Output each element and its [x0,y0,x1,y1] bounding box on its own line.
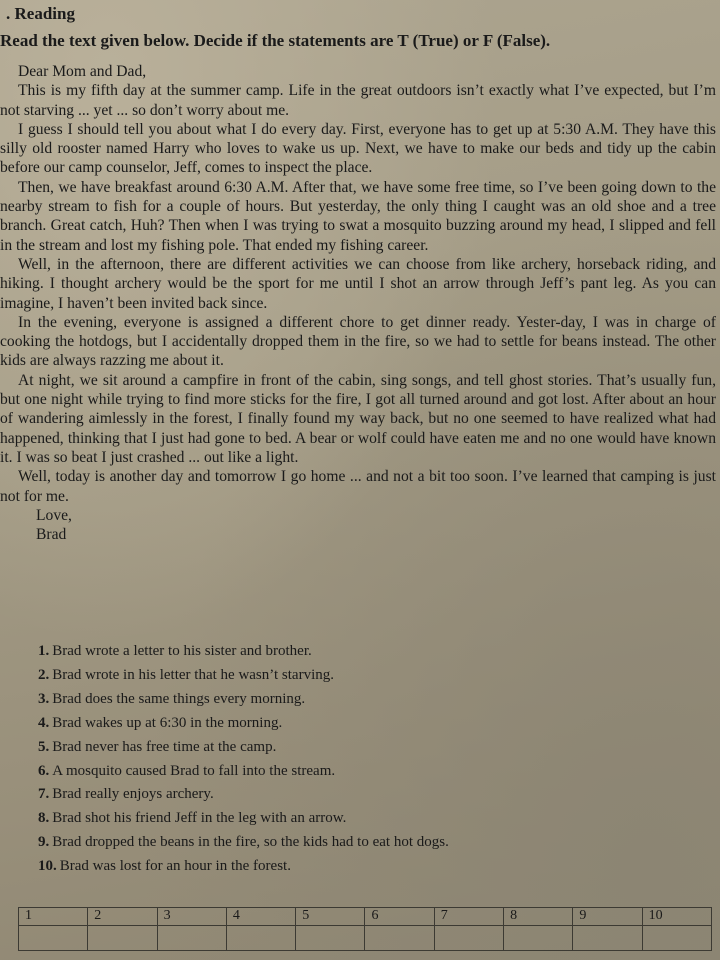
statement-number: 4. [38,714,50,731]
answer-grid-number: 4 [226,908,295,926]
letter-paragraph: Well, in the afternoon, there are different activities we can choose from like archery, horseback riding, and hiking. I thought archery would be the sport for me until I shot an arrow through Jeff’s pant leg. As you can imagine, I haven’t been invited back since. [0,255,716,312]
statement-number: 2. [38,666,50,683]
answer-cell[interactable] [226,926,295,951]
letter-paragraph: I guess I should tell you about what I do every day. First, everyone has to get up at 5:30 A.M. They have this silly old rooster named Harry who loves to wake us up. Next, we have to make our beds and tidy up the cabin before our camp counselor, Jeff, comes to inspect the place. [0,120,716,177]
statement-item [38,664,449,688]
answer-grid-answer-row [19,926,712,951]
answer-grid-number: 6 [365,908,434,926]
answer-cell[interactable] [157,926,226,951]
answer-cell[interactable] [504,926,573,951]
answer-grid-number: 1 [19,908,88,926]
statement-item [38,807,449,831]
answer-grid-number: 9 [573,908,642,926]
letter-paragraph: At night, we sit around a campfire in front of the cabin, sing songs, and tell ghost stories. That’s usually fun, but one night while trying to find more sticks for the fire, I got all turned around and got lost. After about an hour of wandering aimlessly in the forest, I finally found my way back, but no one seemed to have realized what had happened, thinking that I just had gone to bed. A bear or wolf could have eaten me and no one would have known it. I was so beat I just crashed ... out like a light. [0,371,716,466]
answer-cell[interactable] [365,926,434,951]
answer-grid-number: 7 [434,908,503,926]
statement-number: 3. [38,690,50,707]
answer-cell[interactable] [19,926,88,951]
statement-text: Brad shot his friend Jeff in the leg with an arrow. [52,810,347,827]
answer-grid-number-row [19,908,712,926]
statement-item [38,831,449,855]
instruction-text: Read the text given below. Decide if the statements are T (True) or F (False). [0,31,551,50]
letter-body [0,62,716,544]
statement-list [38,640,449,879]
statement-text: A mosquito caused Brad to fall into the stream. [52,762,336,779]
statement-item [38,736,449,760]
answer-grid-number: 8 [504,908,573,926]
statement-text: Brad really enjoys archery. [52,786,214,803]
statement-number: 8. [38,810,50,827]
statement-text: Brad never has free time at the camp. [52,738,277,755]
statement-number: 10. [38,858,57,875]
statement-item [38,760,449,784]
statement-text: Brad was lost for an hour in the forest. [59,858,291,875]
statement-number: 5. [38,738,50,755]
letter-paragraph: Well, today is another day and tomorrow I go home ... and not a bit too soon. I’ve learned that camping is just not for me. [0,468,716,505]
statement-text: Brad does the same things every morning. [52,690,306,707]
letter-signature: Brad [36,526,67,544]
statement-item [38,688,449,712]
statement-text: Brad wrote in his letter that he wasn’t starving. [52,666,334,683]
letter-paragraph: This is my fifth day at the summer camp. Life in the great outdoors isn’t exactly what I’ve expected, but I’m not starving ... yet ... so don’t worry about me. [0,82,716,119]
statement-number: 1. [38,643,50,659]
statement-number: 9. [38,834,50,851]
statement-text: Brad dropped the beans in the fire, so the kids had to eat hot dogs. [52,834,449,851]
statement-item [38,783,449,807]
statement-item [38,855,449,879]
answer-cell[interactable] [434,926,503,951]
statement-number: 7. [38,786,50,803]
statement-text: Brad wakes up at 6:30 in the morning. [52,714,283,731]
answer-cell[interactable] [88,926,157,951]
statement-item [38,640,449,664]
answer-grid-number: 10 [642,908,711,926]
answer-cell[interactable] [573,926,642,951]
statement-number: 6. [38,762,50,779]
answer-grid-number: 5 [296,908,365,926]
statement-item [38,712,449,736]
answer-grid [18,907,712,951]
answer-cell[interactable] [642,926,711,951]
section-heading: . Reading [6,4,75,23]
answer-grid-number: 2 [88,908,157,926]
statement-text: Brad wrote a letter to his sister and brother. [52,643,312,659]
letter-closing: Love, [36,506,72,524]
letter-paragraph: Then, we have breakfast around 6:30 A.M. After that, we have some free time, so I’ve been going down to the nearby stream to fish for a couple of hours. But yesterday, the only thing I caught was an old shoe and a tree branch. Great catch, Huh? Then when I was trying to swat a mosquito buzzing around my head, I slipped and fell in the stream and lost my fishing pole. That ended my fishing career. [0,178,716,254]
letter-paragraph: In the evening, everyone is assigned a different chore to get dinner ready. Yester-day, I was in charge of cooking the hotdogs, but I accidentally dropped them in the fire, so we had to settle for beans instead. The other kids are always razzing me about it. [0,313,716,370]
answer-grid-number: 3 [157,908,226,926]
letter-salutation: Dear Mom and Dad, [18,63,147,80]
answer-cell[interactable] [296,926,365,951]
